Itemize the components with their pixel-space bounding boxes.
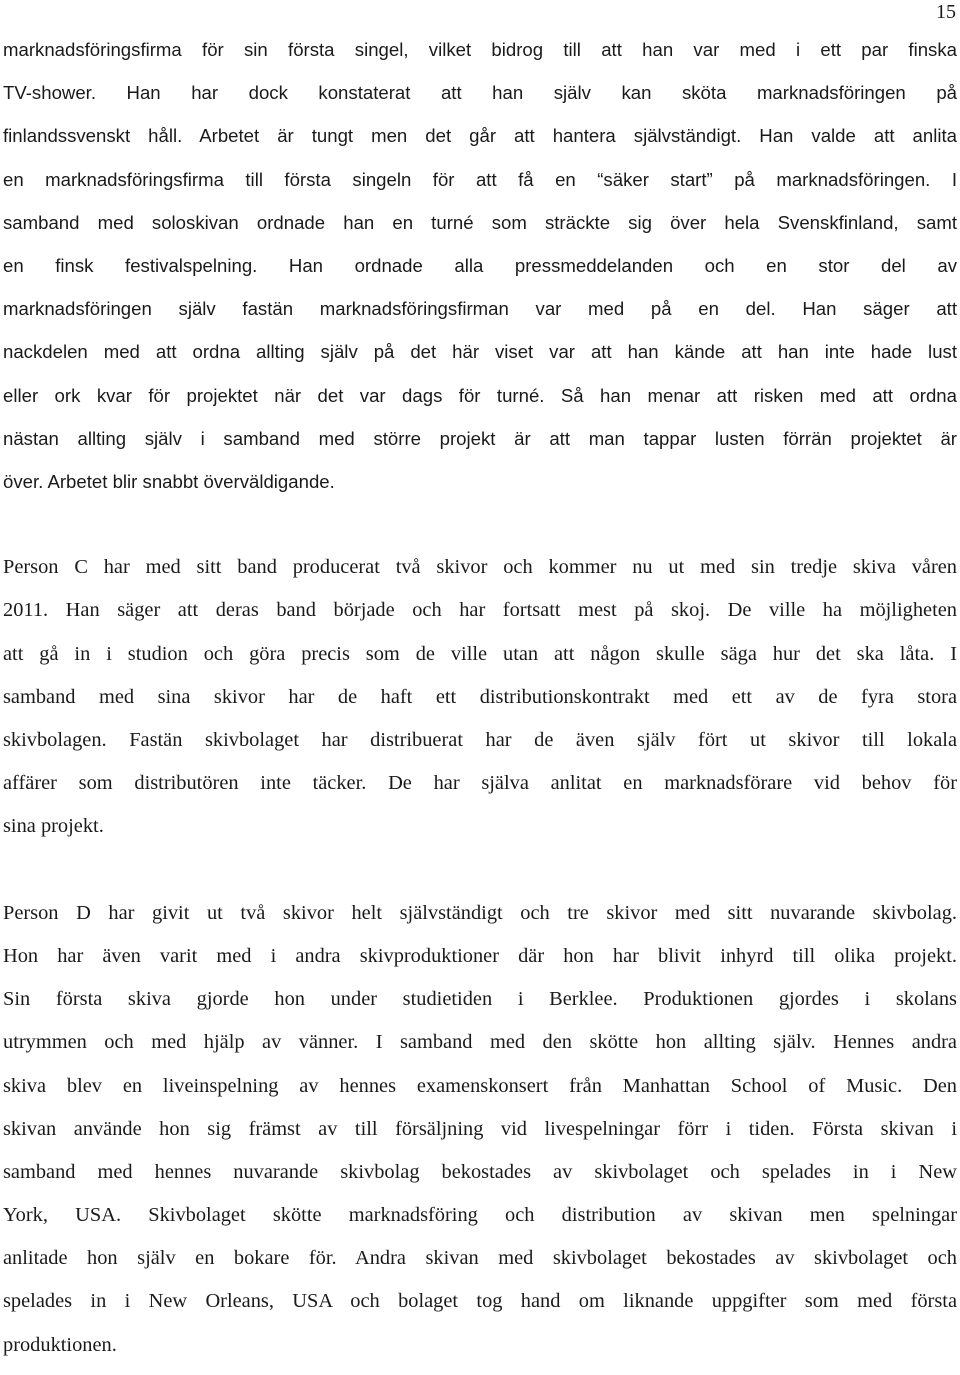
text-line: samband med soloskivan ordnade han en turné som sträckte sig över hela Svenskfinland, samt: [3, 211, 957, 233]
text-line: finlandssvenskt håll. Arbetet är tungt men det går att hantera självständigt. Han valde att anlita: [3, 125, 957, 147]
paragraph-1: [3, 28, 957, 503]
text-line: affärer som distributören inte täcker. De har själva anlitat en marknadsförare vid behov för: [3, 772, 957, 795]
text-line: Hon har även varit med i andra skivproduktioner där hon har blivit inhyrd till olika projekt.: [3, 944, 957, 967]
text-line: eller ork kvar för projektet när det var dags för turné. Så han menar att risken med att ordna: [3, 384, 957, 406]
paragraph-2: [3, 546, 957, 848]
paragraph-spacer: [3, 503, 957, 546]
text-line: samband med sina skivor har de haft ett distributionskontrakt med ett av de fyra stora: [3, 685, 957, 708]
page-number: 15: [936, 1, 956, 23]
text-line: sina projekt.: [3, 815, 104, 838]
text-line: att gå in i studion och göra precis som de ville utan att någon skulle säga hur det ska låta. I: [3, 642, 957, 665]
text-line: Person C har med sitt band producerat två skivor och kommer nu ut med sin tredje skiva våren: [3, 556, 957, 579]
text-line: marknadsföringen själv fastän marknadsföringsfirman var med på en del. Han säger att: [3, 298, 957, 320]
text-line: skivan använde hon sig främst av till försäljning vid livespelningar förr i tiden. Första skivan i: [3, 1117, 957, 1140]
text-line: produktionen.: [3, 1333, 117, 1356]
text-line: York, USA. Skivbolaget skötte marknadsföring och distribution av skivan men spelningar: [3, 1204, 957, 1227]
text-line: marknadsföringsfirma för sin första singel, vilket bidrog till att han var med i ett par finska: [3, 39, 957, 60]
text-line: över. Arbetet blir snabbt överväldigande.: [3, 470, 335, 492]
text-line: 2011. Han säger att deras band började och har fortsatt mest på skoj. De ville ha möjligheten: [3, 599, 957, 622]
text-line: samband med hennes nuvarande skivbolag bekostades av skivbolaget och spelades in i New: [3, 1160, 957, 1183]
text-line: Sin första skiva gjorde hon under studietiden i Berklee. Produktionen gjordes i skolans: [3, 988, 957, 1011]
text-line: en finsk festivalspelning. Han ordnade alla pressmeddelanden och en stor del av: [3, 254, 957, 276]
text-line: nackdelen med att ordna allting själv på det här viset var att han kände att han inte hade lust: [3, 341, 957, 363]
document-body: [3, 28, 957, 1367]
text-line: utrymmen och med hjälp av vänner. I samband med den skötte hon allting själv. Hennes andra: [3, 1031, 957, 1054]
text-line: skivbolagen. Fastän skivbolaget har distribuerat har de även själv fört ut skivor till lokala: [3, 729, 957, 751]
text-line: nästan allting själv i samband med större projekt är att man tappar lusten förrän projektet är: [3, 427, 957, 449]
text-line: anlitade hon själv en bokare för. Andra skivan med skivbolaget bekostades av skivbolaget och: [3, 1247, 957, 1270]
text-line: TV-shower. Han har dock konstaterat att han själv kan sköta marknadsföringen på: [3, 82, 957, 104]
paragraph-spacer: [3, 849, 957, 892]
paragraph-3: [3, 892, 957, 1367]
text-line: spelades in i New Orleans, USA och bolaget tog hand om liknande uppgifter som med första: [3, 1290, 957, 1313]
text-line: Person D har givit ut två skivor helt självständigt och tre skivor med sitt nuvarande skivbolag.: [3, 901, 957, 924]
text-line: en marknadsföringsfirma till första singeln för att få en “säker start” på marknadsföringen. I: [3, 168, 957, 190]
text-line: skiva blev en liveinspelning av hennes examenskonsert från Manhattan School of Music. Den: [3, 1074, 957, 1097]
